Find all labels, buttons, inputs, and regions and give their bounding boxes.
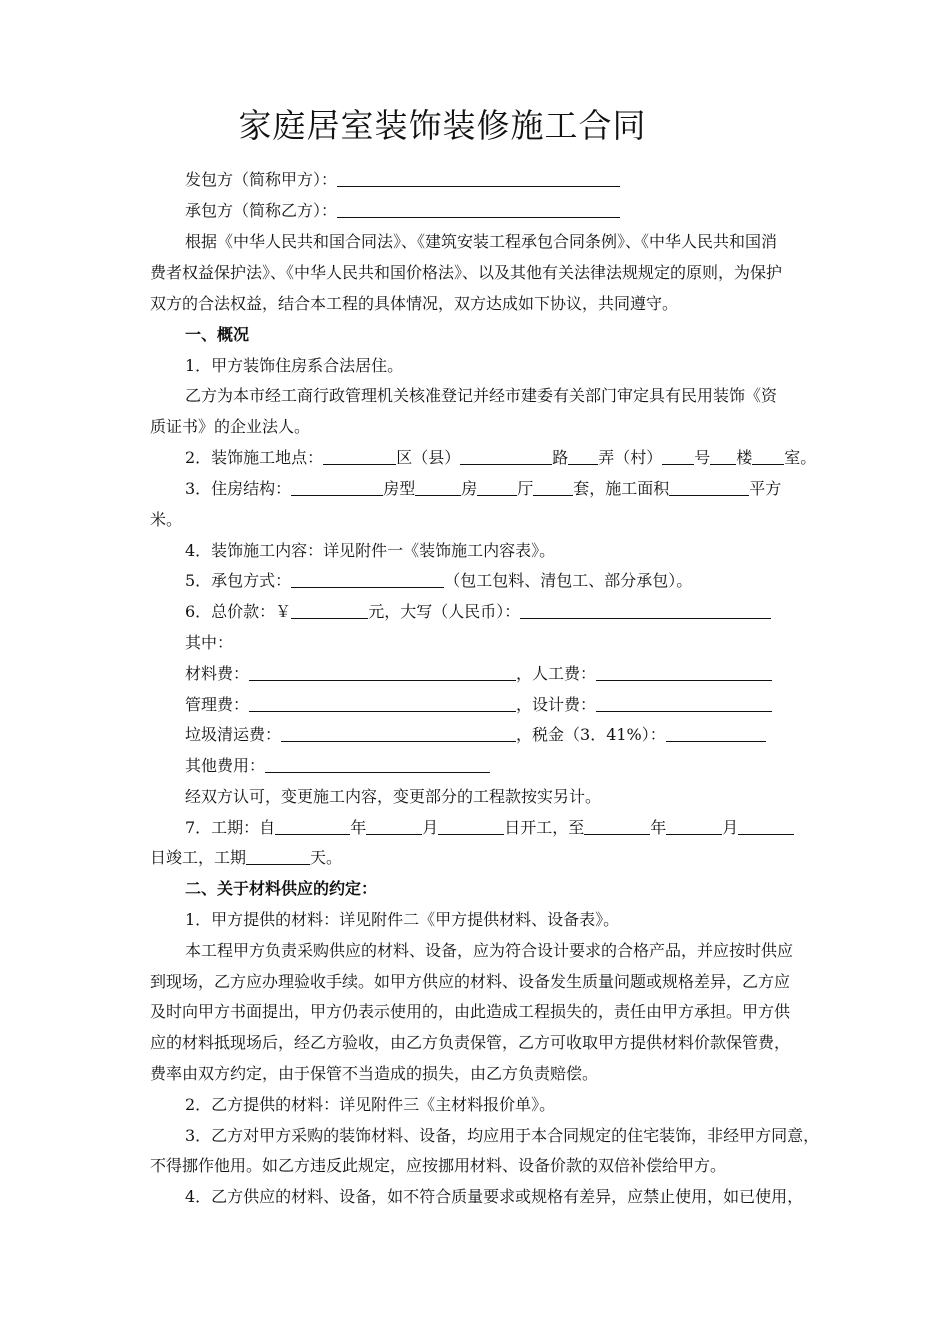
area-blank[interactable] (669, 481, 749, 496)
s1-para-line-2: 质证书》的企业法人。 (150, 417, 311, 436)
intro-line-3: 双方的合法权益，结合本工程的具体情况，双方达成如下协议，共同遵守。 (150, 294, 679, 313)
labor-fee-label: ，人工费： (516, 664, 597, 683)
material-fee-blank[interactable] (249, 666, 516, 681)
s2-para-line-1: 本工程甲方负责采购供应的材料、设备，应为符合设计要求的合格产品，并应按时供应 (185, 941, 794, 960)
start-day-label: 日开工，至 (504, 818, 585, 837)
section-2-title: 二、关于材料供应的约定： (185, 879, 378, 898)
garbage-fee-label: 垃圾清运费： (185, 725, 282, 744)
management-fee-blank[interactable] (249, 697, 516, 712)
end-month-label: 月 (722, 818, 739, 837)
building-blank[interactable] (710, 450, 736, 465)
end-month-blank[interactable] (666, 820, 722, 835)
road-label: 路 (552, 448, 569, 467)
end-year-blank[interactable] (584, 820, 650, 835)
district-label: 区（县） (396, 448, 461, 467)
party-a-label: 发包方（简称甲方）： (185, 170, 338, 189)
start-year-blank[interactable] (275, 820, 350, 835)
management-fee-label: 管理费： (185, 695, 250, 714)
building-label: 楼 (736, 448, 753, 467)
end-day-blank[interactable] (738, 820, 794, 835)
structure-blank[interactable] (291, 481, 383, 496)
price-words-label: 元，大写（人民币）： (368, 602, 521, 621)
end-year-label: 年 (650, 818, 667, 837)
contract-mode-label: 5．承包方式： (185, 571, 292, 590)
tax-blank[interactable] (666, 727, 766, 742)
page-title: 家庭居室装饰装修施工合同 (238, 106, 647, 145)
design-fee-blank[interactable] (596, 697, 772, 712)
price-figure-blank[interactable] (291, 604, 368, 619)
change-note: 经双方认可，变更施工内容，变更部分的工程款按实另计。 (185, 787, 602, 806)
fee-line-1 (185, 664, 772, 684)
section-1-title: 一、概况 (185, 325, 250, 344)
party-a-blank[interactable] (337, 172, 620, 187)
start-year-label: 年 (350, 818, 367, 837)
duration-blank[interactable] (246, 850, 310, 865)
structure-line (185, 479, 781, 499)
rooms-blank[interactable] (415, 481, 461, 496)
room-type-label: 房型 (383, 479, 416, 498)
halls-blank[interactable] (477, 481, 517, 496)
labor-fee-blank[interactable] (596, 666, 772, 681)
s2-para-line-4: 应的材料抵现场后，经乙方验收，由乙方负责保管，乙方可收取甲方提供材料价款保管费， (150, 1033, 791, 1052)
rooms-label: 房 (461, 479, 478, 498)
fee-line-4 (185, 756, 490, 776)
s2-para-line-3: 及时向甲方书面提出，甲方仍表示使用的，由此造成工程损失的，责任由甲方承担。甲方供 (150, 1002, 791, 1021)
period-line (185, 818, 794, 838)
start-month-blank[interactable] (366, 820, 422, 835)
design-fee-label: ，设计费： (516, 695, 597, 714)
s2-item-1: 1．甲方提供的材料：详见附件二《甲方提供材料、设备表》。 (185, 910, 620, 929)
contract-mode-note: （包工包料、清包工、部分承包）。 (444, 571, 693, 590)
period-label: 7．工期：自 (185, 818, 276, 837)
structure-line-2: 米。 (150, 510, 183, 529)
tax-label: ，税金（3．41%）： (516, 725, 666, 744)
other-fee-label: 其他费用： (185, 756, 266, 775)
period-line-2 (150, 848, 342, 868)
other-fee-blank[interactable] (265, 758, 490, 773)
contract-mode-line (185, 571, 692, 591)
address-line (185, 448, 816, 468)
duration-unit-label: 天。 (310, 848, 343, 867)
structure-label: 3．住房结构： (185, 479, 292, 498)
start-month-label: 月 (422, 818, 439, 837)
s2-para-line-2: 到现场，乙方应办理验收手续。如甲方供应的材料、设备发生质量问题或规格差异，乙方应 (150, 972, 791, 991)
intro-line-1: 根据《中华人民共和国合同法》、《建筑安装工程承包合同条例》、《中华人民共和国消 (185, 232, 778, 251)
area-unit-label: 平方 (749, 479, 782, 498)
halls-label: 厅 (517, 479, 534, 498)
party-b-blank[interactable] (337, 203, 620, 218)
s1-para-line-1: 乙方为本市经工商行政管理机关核准登记并经市建委有关部门审定具有民用装饰《资 (185, 386, 778, 405)
party-b-line (185, 201, 620, 221)
address-label: 2．装饰施工地点： (185, 448, 324, 467)
material-fee-label: 材料费： (185, 664, 250, 683)
fee-line-2 (185, 695, 772, 715)
suites-label: 套，施工面积 (573, 479, 670, 498)
total-price-line (185, 602, 771, 622)
party-a-line (185, 170, 620, 190)
start-day-blank[interactable] (438, 820, 504, 835)
road-blank[interactable] (460, 450, 552, 465)
lane-blank[interactable] (568, 450, 598, 465)
intro-line-2: 费者权益保护法》、《中华人民共和国价格法》、以及其他有关法律法规规定的原则，为保护 (150, 263, 783, 282)
total-price-label: 6．总价款：￥ (185, 602, 292, 621)
s2-para-line-5: 费率由双方约定，由于保管不当造成的损失，由乙方负责赔偿。 (150, 1064, 599, 1083)
s1-item-4: 4．装饰施工内容：详见附件一《装饰施工内容表》。 (185, 541, 556, 560)
room-label: 室。 (784, 448, 817, 467)
lane-label: 弄（村） (598, 448, 663, 467)
s2-item-3-line-2: 不得挪作他用。如乙方违反此规定，应按挪用材料、设备价款的双倍补偿给甲方。 (150, 1156, 727, 1175)
s2-item-4-line-1: 4．乙方供应的材料、设备，如不符合质量要求或规格有差异，应禁止使用，如已使用， (185, 1187, 804, 1206)
completion-label: 日竣工，工期 (150, 848, 247, 867)
garbage-fee-blank[interactable] (281, 727, 516, 742)
s1-item-1: 1．甲方装饰住房系合法居住。 (185, 356, 404, 375)
among-label: 其中： (185, 633, 234, 652)
party-b-label: 承包方（简称乙方）： (185, 201, 338, 220)
price-words-blank[interactable] (520, 604, 771, 619)
contract-mode-blank[interactable] (291, 573, 444, 588)
s2-item-2: 2．乙方提供的材料：详见附件三《主材料报价单》。 (185, 1095, 556, 1114)
s2-item-3-line-1: 3．乙方对甲方采购的装饰材料、设备，均应用于本合同规定的住宅装饰，非经甲方同意， (185, 1126, 820, 1145)
number-label: 号 (694, 448, 711, 467)
fee-line-3 (185, 725, 766, 745)
room-blank[interactable] (752, 450, 784, 465)
district-blank[interactable] (323, 450, 396, 465)
number-blank[interactable] (662, 450, 694, 465)
suites-blank[interactable] (533, 481, 573, 496)
